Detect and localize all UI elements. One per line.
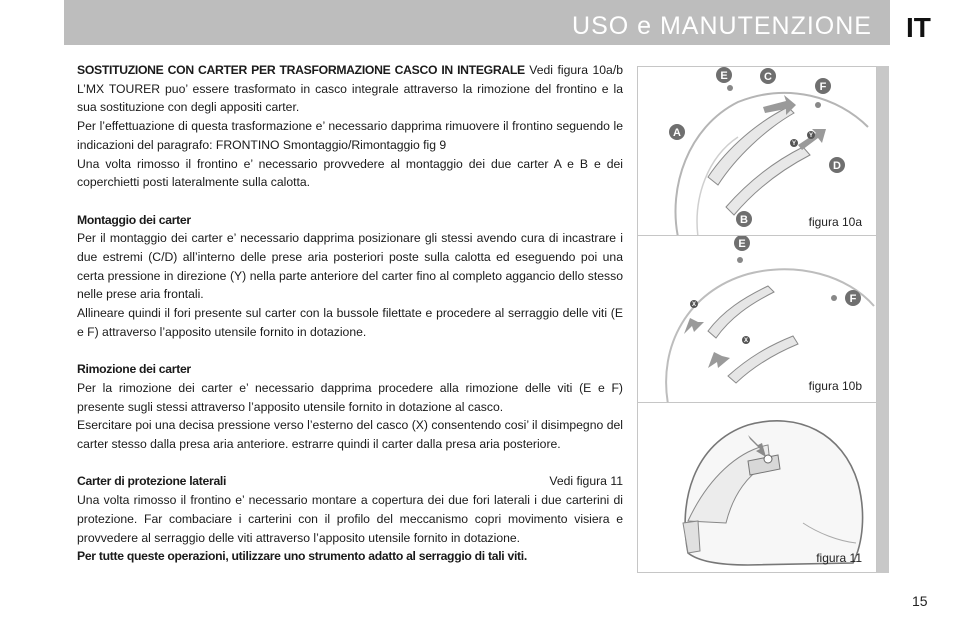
label-b: B <box>740 214 748 226</box>
label-x-1: X <box>691 302 697 308</box>
protezione-warning: Per tutte queste operazioni, utilizzare uno strumento adatto al serraggio di tali viti. <box>77 549 527 564</box>
rimozione-paragraph-1: Per la rimozione dei carter e’ necessario dapprima procedere alla rimozione delle viti (E e F) presente sugli stessi attraverso l’apposito utensile fornito in dotazione al casco. <box>77 380 623 414</box>
label-y-1: Y <box>808 133 814 139</box>
label-c: C <box>764 71 772 83</box>
label-f-10b: F <box>849 293 857 305</box>
figure-panel-bar <box>877 66 889 573</box>
intro-paragraph-1 <box>77 61 623 117</box>
page-number: 15 <box>912 593 928 609</box>
montaggio-paragraph-1: Per il montaggio dei carter e’ necessario dapprima posizionare gli stessi avendo cura di incastrare i due estremi (C/D) all’interno delle prese aria posteriori poste sulla calotta ed eseguendo poi una certa pressione in direzione (Y) nella parte anteriore del carter fino al completo aggancio dello stesso nelle prese aria frontali. <box>77 231 623 302</box>
helmet-side-diagram-11 <box>638 403 877 573</box>
label-x-2: X <box>743 338 749 344</box>
figure-panel <box>637 66 889 573</box>
protezione-ref: Vedi figura 11 <box>549 474 623 489</box>
helmet-carter-diagram-10b <box>638 236 877 403</box>
intro-heading-ref: Vedi figura 10a/b <box>524 63 623 77</box>
figure-10b <box>637 235 877 403</box>
header-bar <box>64 0 890 45</box>
figure-10b-caption: figura 10b <box>808 379 862 393</box>
section-title: USO e MANUTENZIONE <box>572 12 872 40</box>
label-a: A <box>673 127 681 139</box>
text-column <box>77 61 623 566</box>
figure-11-caption: figura 11 <box>816 551 862 565</box>
protezione-paragraph: Una volta rimosso il frontino e’ necessario montare a copertura dei due fori laterali i due carterini di protezione. Far combaciare i carterini con il profilo del meccanismo copri movimento visiera e provvedere al serraggio delle viti attraverso l’apposito utensile fornito in dotazione. <box>77 493 623 545</box>
protezione-heading-row <box>77 472 623 491</box>
montaggio-paragraph-2: Allineare quindi il fori presente sul carter con la bussole filettate e procedere al serraggio delle viti (E e F) attraverso l’apposito utensile fornito in dotazione. <box>77 306 623 339</box>
rimozione-heading: Rimozione dei carter <box>77 362 191 377</box>
intro-paragraph-2: Per l’effettuazione di questa trasformazione e’ necessario dapprima rimuovere il frontino seguendo le indicazioni del paragrafo: FRONTINO Smontaggio/Rimontaggio fig 9 <box>77 119 623 152</box>
label-y-2: Y <box>791 141 797 147</box>
figure-10a-caption: figura 10a <box>808 215 862 229</box>
protezione-heading: Carter di protezione laterali <box>77 474 227 489</box>
montaggio-heading: Montaggio dei carter <box>77 212 191 227</box>
figure-10a <box>637 66 877 236</box>
rimozione-paragraph-2: Esercitare poi una decisa pressione verso l’esterno del casco (X) consentendo cosi’ il disimpegno del carter stesso dalla presa aria anteriore. estrarre quindi il carter dalla presa aria posteriore. <box>77 418 623 452</box>
language-code: IT <box>906 12 931 43</box>
intro-heading: SOSTITUZIONE CON CARTER PER TRASFORMAZIONE CASCO IN INTEGRALE <box>77 63 525 77</box>
label-f: F <box>819 81 827 93</box>
label-d: D <box>833 160 841 172</box>
figure-11 <box>637 402 877 573</box>
label-e: E <box>720 70 728 82</box>
intro-paragraph-3: Una volta rimosso il frontino e’ necessario provvedere al montaggio dei due carter A e B e dei coperchietti posti lateralmente sulla calotta. <box>77 156 623 190</box>
label-e-10b: E <box>738 238 746 250</box>
helmet-carter-diagram-10a <box>638 67 877 236</box>
intro-text-1: L’MX TOURER puo’ essere trasformato in casco integrale attraverso la rimozione del frontino e la sua sostituzione con degli appositi carter. <box>77 81 623 115</box>
